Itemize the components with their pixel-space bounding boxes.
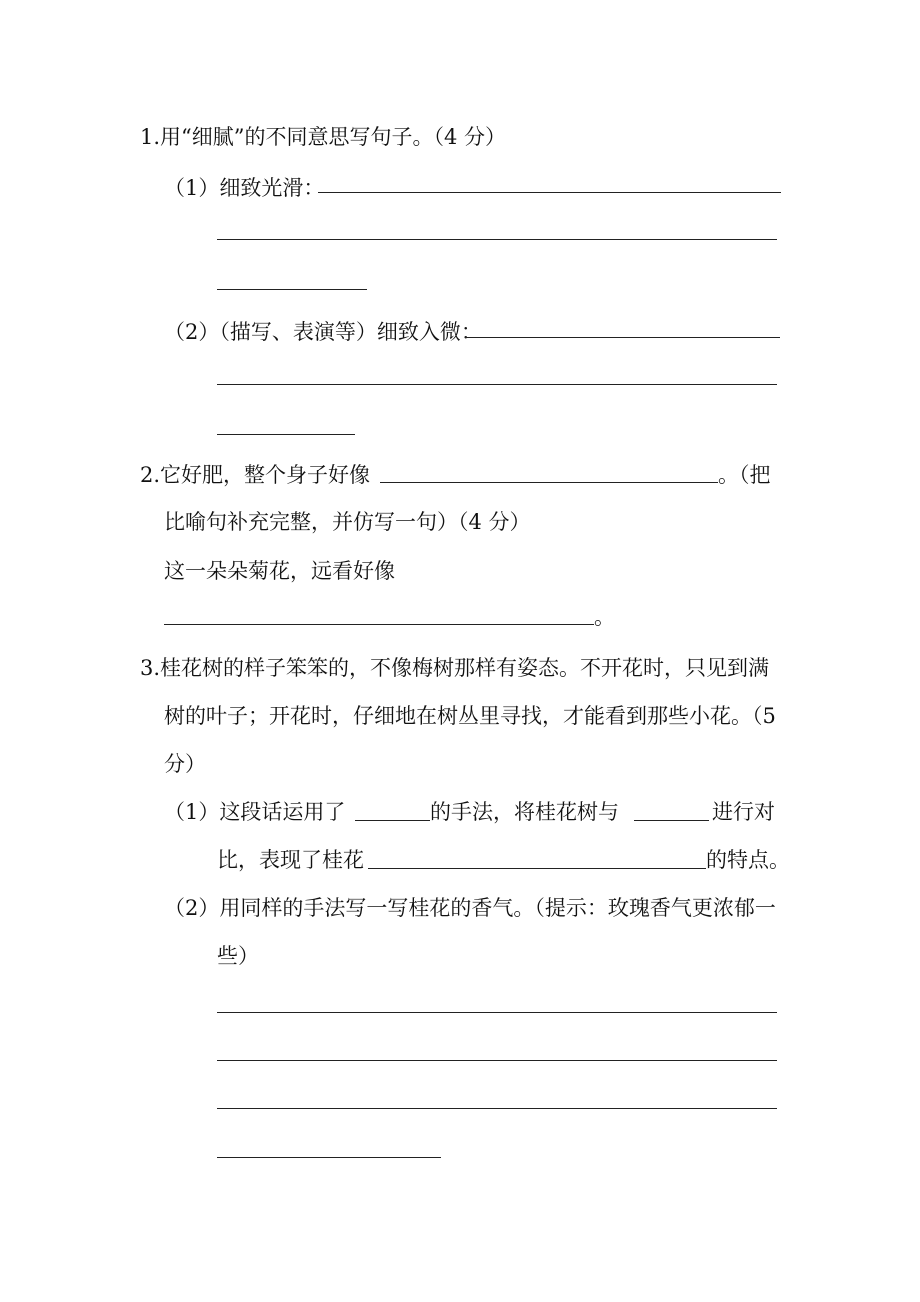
q1-part1-label: （1）细致光滑： — [164, 176, 325, 200]
q3-part1-text-a: （1）这段话运用了 — [164, 800, 346, 824]
answer-blank[interactable] — [634, 820, 709, 821]
q3-part1-text-d: 比，表现了桂花 — [217, 848, 364, 872]
answer-line[interactable] — [217, 1060, 777, 1061]
answer-line[interactable] — [465, 337, 780, 338]
q3-part1-text-c: 进行对 — [712, 800, 775, 824]
answer-line[interactable] — [318, 192, 781, 193]
answer-line[interactable] — [164, 624, 594, 625]
q3-part2-line2: 些） — [217, 944, 259, 968]
q1-stem: 1.用“细腻”的不同意思写句子。（4 分） — [140, 125, 507, 149]
q2-stem-cont: 比喻句补充完整，并仿写一句）（4 分） — [164, 510, 531, 534]
q3-passage-line2: 树的叶子；开花时，仔细地在树丛里寻找，才能看到那些小花。（5 — [164, 704, 776, 728]
answer-line[interactable] — [217, 434, 355, 435]
q3-part1-text-b: 的手法，将桂花树与 — [430, 800, 619, 824]
answer-line[interactable] — [217, 1012, 777, 1013]
q3-part2-line1: （2）用同样的手法写一写桂花的香气。（提示：玫瑰香气更浓郁一 — [164, 896, 776, 920]
q3-passage-line3: 分） — [164, 752, 206, 776]
answer-line[interactable] — [217, 239, 777, 240]
answer-line[interactable] — [217, 384, 777, 385]
q2-stem-start: 2.它好肥，整个身子好像 — [140, 463, 371, 487]
q3-part1-text-e: 的特点。 — [706, 848, 790, 872]
q2-prompt: 这一朵朵菊花，远看好像 — [164, 559, 395, 583]
answer-line[interactable] — [217, 289, 367, 290]
q1-part2-label: （2）（描写、表演等）细致入微： — [164, 320, 482, 344]
answer-line[interactable] — [217, 1108, 777, 1109]
answer-line[interactable] — [380, 482, 718, 483]
answer-line[interactable] — [217, 1157, 441, 1158]
q2-end-mark: 。 — [594, 605, 615, 629]
answer-blank[interactable] — [368, 868, 706, 869]
answer-blank[interactable] — [355, 820, 430, 821]
q2-stem-end: 。（把 — [718, 463, 771, 487]
q3-passage-line1: 3.桂花树的样子笨笨的，不像梅树那样有姿态。不开花时，只见到满 — [140, 656, 770, 680]
